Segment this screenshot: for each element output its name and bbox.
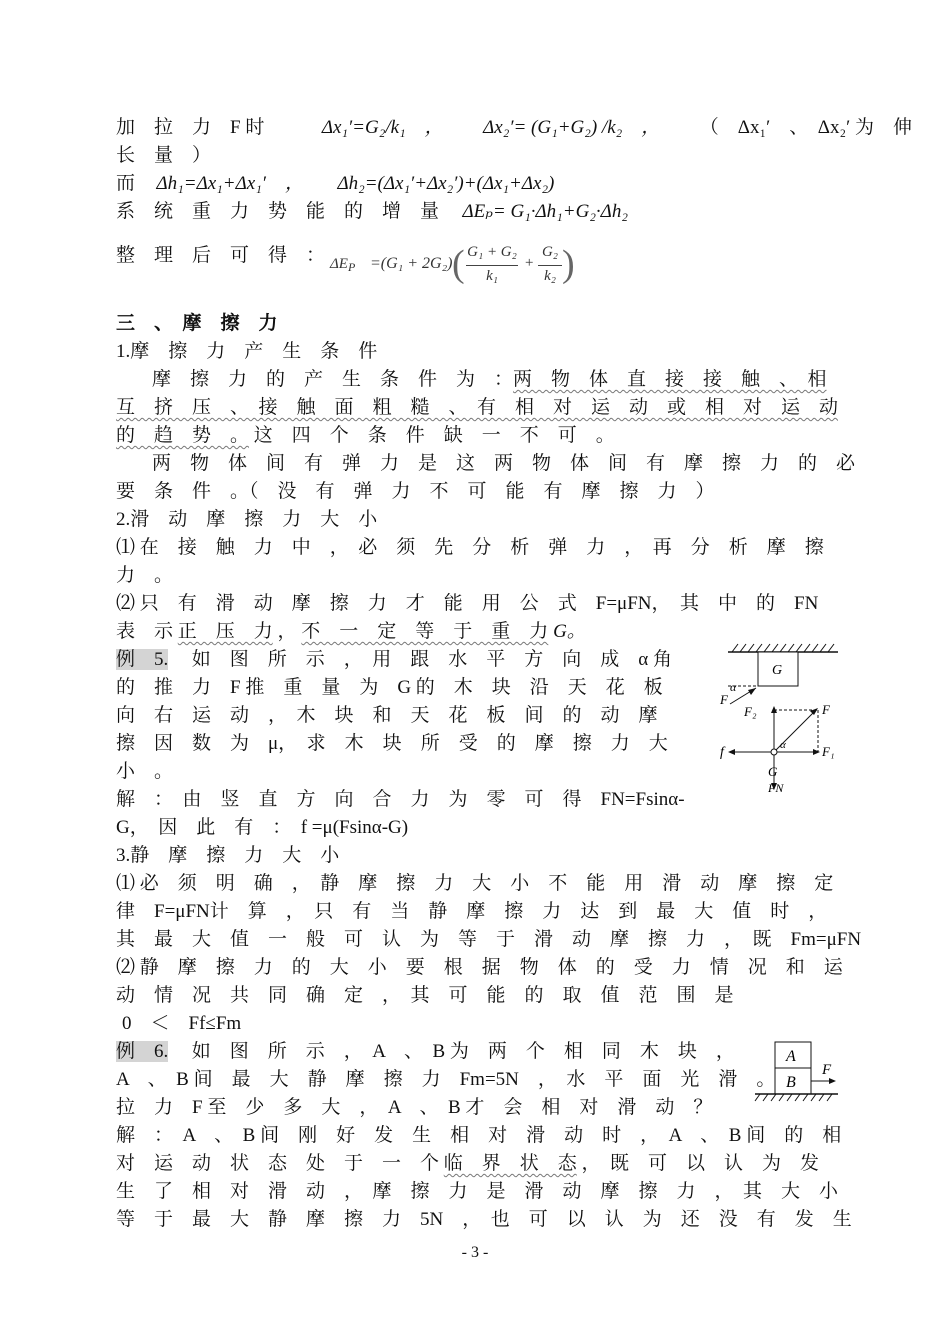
delta-x1-formula: Δx₁′=G₂/k₁ ，	[321, 117, 444, 138]
s1-paragraph-line-1: 摩 擦 力 的 产 生 条 件 为 ： 两 物 体 直 接 接 触 、 相	[152, 369, 827, 390]
pull-force-label: 加 拉 力 F 时	[116, 117, 265, 138]
s2-point2-line2: 表 示 正 压 力 ， 不 一 定 等 于 重 力 G。	[116, 621, 586, 642]
energy-increase-formula: ΔEₚ= G₁·Δh₁+G₂·Δh₂	[462, 201, 628, 222]
example5-solution-line1: 解 ： 由 竖 直 方 向 合 力 为 零 可 得 FN=Fsinα-	[116, 789, 685, 810]
example6-line3: 拉 力 F 至 少 多 大 ， A 、 B 才 会 相 对 滑 动 ？	[116, 1097, 713, 1118]
force-diagram-ceiling	[710, 640, 845, 800]
example5-line2: 的 推 力 F 推 重 量 为 G 的 木 块 沿 天 花 板	[116, 677, 663, 698]
fig6-F-label: F	[822, 1062, 832, 1078]
fig5-block-label: G	[772, 663, 783, 678]
stacked-blocks-diagram	[750, 1036, 845, 1106]
s3-point1-line1: ⑴ 必 须 明 确 ， 静 摩 擦 力 大 小 不 能 用 滑 动 摩 擦 定	[116, 873, 834, 894]
example6-line2: A 、 B 间 最 大 静 摩 擦 力 Fm=5N ， 水 平 面 光 滑 。	[116, 1069, 776, 1090]
s1-paragraph2-line-2: 要 条 件 。（ 没 有 弹 力 不 可 能 有 摩 擦 力 ）	[116, 481, 715, 502]
example6-label: 例 6.	[116, 1041, 169, 1062]
fig6-block-A: A	[786, 1048, 796, 1065]
example6-line1: 例 6. 如 图 所 示 ， A 、 B 为 两 个 相 同 木 块 ，	[116, 1041, 735, 1062]
s1-paragraph-line-2: 互 挤 压 、 接 触 面 粗 糙 、 有 相 对 运 动 或 相 对 运 动	[116, 397, 839, 418]
energy-line-5	[116, 244, 325, 268]
energy-line-3	[116, 172, 554, 196]
delta-x2-formula: Δx₂′= (G₁+G₂) /k₂ ，	[483, 117, 661, 138]
example6-solution-line3: 生 了 相 对 滑 动 ， 摩 擦 力 是 滑 动 摩 擦 力 ， 其 大 小	[116, 1181, 839, 1202]
energy-line-2: 长 量 ）	[116, 145, 212, 166]
s2-point1-line1: ⑴ 在 接 触 力 中 ， 必 须 先 分 析 弹 力 ， 再 分 析 摩 擦	[116, 537, 824, 558]
example5-label: 例 5.	[116, 649, 169, 670]
s3-range: 0 ＜ Ff≤Fm	[122, 1013, 242, 1034]
example5-line5: 小 。	[116, 761, 174, 782]
fig5-alpha: α	[780, 739, 786, 751]
energy-line-4	[116, 200, 628, 224]
energy-line-1	[116, 116, 912, 140]
s3-point2-line2: 动 情 况 共 同 确 定 ， 其 可 能 的 取 值 范 围 是	[116, 985, 734, 1006]
example6-solution-line4: 等 于 最 大 静 摩 擦 力 5N ， 也 可 以 认 为 还 没 有 发 生	[116, 1209, 852, 1230]
example5-line4: 擦 因 数 为 μ， 求 木 块 所 受 的 摩 擦 力 大	[116, 733, 668, 754]
s2-point1-line2: 力 。	[116, 565, 174, 586]
section-title: 三 、 摩 擦 力	[116, 313, 278, 334]
s1-title: 1.摩 擦 力 产 生 条 件	[116, 341, 378, 362]
delta-h1-formula: Δh₁=Δx₁+Δx₁′ ，	[156, 173, 304, 194]
fig5-F-left: F	[720, 692, 728, 707]
energy-increase-text: 系 统 重 力 势 能 的 增 量	[116, 201, 440, 222]
s3-point1-line3: 其 最 大 值 一 般 可 认 为 等 于 滑 动 摩 擦 力 ， 既 Fm=μFN	[116, 929, 862, 950]
fig6-block-B: B	[786, 1074, 796, 1091]
s1-paragraph2-line-1: 两 物 体 间 有 弹 力 是 这 两 物 体 间 有 摩 擦 力 的 必	[152, 453, 856, 474]
fig5-F2-label: F₂	[744, 704, 757, 719]
fig5-F1-label: F₁	[822, 744, 835, 759]
example6-solution-line2: 对 运 动 状 态 处 于 一 个 临 界 状 态 ， 既 可 以 认 为 发	[116, 1153, 820, 1174]
s2-point2-line1: ⑵ 只 有 滑 动 摩 擦 力 才 能 用 公 式 F=μFN， 其 中 的 FN	[116, 593, 819, 614]
fig5-F-label: F	[822, 702, 830, 717]
delta-h2-formula: Δh₂=(Δx₁′+Δx₂′)+(Δx₁+Δx₂)	[337, 173, 555, 194]
fig5-alpha-top: α	[730, 680, 737, 694]
example5-line3: 向 右 运 动 ， 木 块 和 天 花 板 间 的 动 摩	[116, 705, 658, 726]
s3-point2-line1: ⑵ 静 摩 擦 力 的 大 小 要 根 据 物 体 的 受 力 情 况 和 运	[116, 957, 843, 978]
fig5-f-label: f	[720, 745, 724, 760]
fig5-G-force-label: G	[768, 764, 778, 779]
example5-solution-line2: G， 因 此 有 ： f =μ(Fsinα-G)	[116, 817, 409, 838]
and-word: 而	[116, 173, 136, 194]
fig5-FN-label: FN	[768, 781, 784, 795]
example5-line1: 例 5. 如 图 所 示 ， 用 跟 水 平 方 向 成 α 角	[116, 649, 672, 670]
s1-paragraph-line-3: 的 趋 势 。 这 四 个 条 件 缺 一 不 可 。	[116, 425, 615, 446]
elongation-note: （ Δx₁′ 、 Δx₂′ 为 伸	[699, 117, 913, 138]
s2-title: 2.滑 动 摩 擦 力 大 小	[116, 509, 378, 530]
energy-result-formula: $\Delta E_P$ =(G₁ + 2G₂) ( G₁ + G₂ k₁ + G₂ k₂ )	[330, 243, 575, 285]
example6-solution-line1: 解 ： A 、 B 间 刚 好 发 生 相 对 滑 动 时 ， A 、 B 间 的 相	[116, 1125, 842, 1146]
page-number: - 3 -	[461, 1244, 489, 1261]
s3-point1-line2: 律 F=μFN计 算 ， 只 有 当 静 摩 擦 力 达 到 最 大 值 时 ，	[116, 901, 828, 922]
result-text: 整 理 后 可 得 ：	[116, 245, 326, 266]
s3-title: 3.静 摩 擦 力 大 小	[116, 845, 340, 866]
